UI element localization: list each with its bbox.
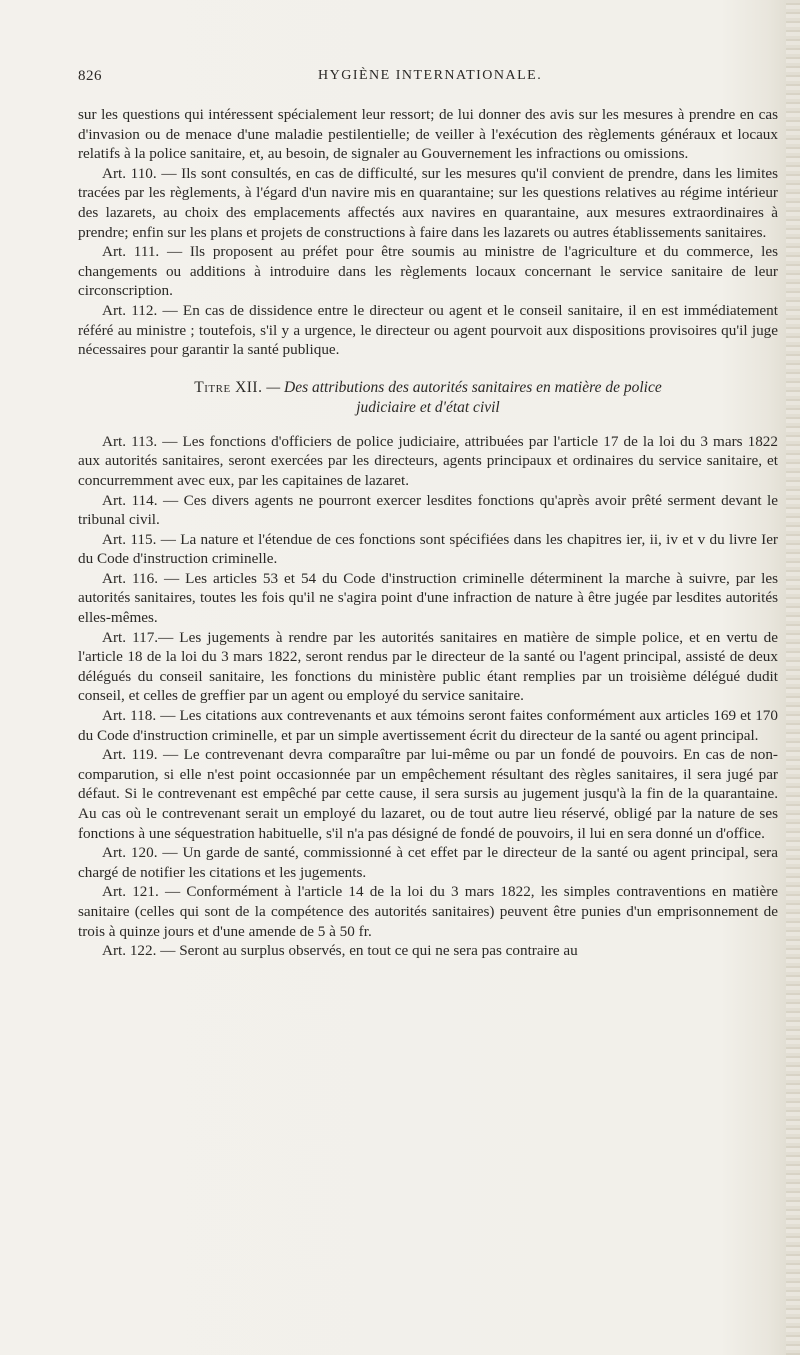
page-header — [78, 68, 778, 92]
body-text — [78, 105, 778, 961]
article-112: Art. 112. — En cas de dissidence entre le directeur ou agent et le conseil sanitaire, il en est immédiatement référé au ministre ; toutefois, s'il y a urgence, le directeur ou agent pourvoit aux dispositions provisoires qu'il juge nécessaires pour garantir la santé publique. — [78, 301, 778, 359]
article-111: Art. 111. — Ils proposent au préfet pour être soumis au ministre de l'agriculture et du commerce, les changements ou additions à introduire dans les règlements locaux concernant le service sanitaire de leur circonscription. — [78, 243, 778, 300]
article-115: Art. 115. — La nature et l'étendue de ces fonctions sont spécifiées dans les chapitres ier, ii, iv et v du livre Ier du Code d'instruction criminelle. — [78, 530, 778, 568]
title-label: Titre XII. — [194, 378, 263, 396]
article-122: Art. 122. — Seront au surplus observés, en tout ce qui ne sera pas contraire au — [102, 942, 578, 960]
title-text-line1: — Des attributions des autorités sanitaires en matière de police — [266, 378, 662, 396]
article-113: Art. 113. — Les fonctions d'officiers de police judiciaire, attribuées par l'article 17 de la loi du 3 mars 1822 aux autorités sanitaires, seront exercées par les directeurs, agents principaux et ordinaires du service sanitaire, et concurremment avec eux, par les capitaines de lazaret. — [78, 432, 778, 489]
running-title: HYGIÈNE INTERNATIONALE. — [318, 68, 543, 83]
article-118: Art. 118. — Les citations aux contrevenants et aux témoins seront faites conformément aux articles 169 et 170 du Code d'instruction criminelle, et par un simple avertissement écrit du directeur de la santé ou agent principal. — [78, 707, 778, 744]
article-110: Art. 110. — Ils sont consultés, en cas de difficulté, sur les mesures qu'il convient de prendre, dans les limites tracées par les règlements, à l'égard d'un navire mis en quarantaine; sur les questions relatives au régime intérieur des lazarets, au choix des emplacements affectés aux navires en quarantaine, aux mesures extraordinaires à prendre; enfin sur les plans et projets de constructions à faire dans les lazarets ou autres établissements sanitaires. — [78, 164, 778, 241]
article-114: Art. 114. — Ces divers agents ne pourront exercer lesdites fonctions qu'après avoir prêté serment devant le tribunal civil. — [78, 491, 778, 529]
article-121: Art. 121. — Conformément à l'article 14 de la loi du 3 mars 1822, les simples contraventions en matière sanitaire (celles qui sont de la compétence des autorités sanitaires) peuvent être punies d'un emprisonnement de trois à quinze jours et d'une amende de 5 à 50 fr. — [78, 883, 778, 940]
article-120: Art. 120. — Un garde de santé, commissionné à cet effet par le directeur de la santé ou agent principal, sera chargé de notifier les citations et les jugements. — [78, 844, 778, 881]
article-119: Art. 119. — Le contrevenant devra comparaître par lui-même ou par un fondé de pouvoirs. En cas de non-comparution, si elle n'est point occasionnée par un empêchement résultant des règles sanitaires, il sera jugé par défaut. Si le contrevenant est empêché par cette cause, il sera sursis au jugement jusqu'à la fin de la quarantaine. Au cas où le contrevenant serait un employé du lazaret, ou de tout autre lieu réservé, obligé par la nature de ses fonctions à une séquestration habituelle, s'il n'a pas désigné de fondé de pouvoirs, il lui en sera donné un d'office. — [78, 746, 778, 842]
article-116: Art. 116. — Les articles 53 et 54 du Code d'instruction criminelle déterminent la marche à suivre, par les autorités sanitaires, toutes les fois qu'il ne s'agira point d'une infraction de nature à être jugée par lesdites autorités elles-mêmes. — [78, 569, 778, 627]
page-edge — [786, 0, 800, 1355]
paragraph: sur les questions qui intéressent spécialement leur ressort; de lui donner des avis sur les mesures à prendre en cas d'invasion ou de menace d'une maladie pestilentielle; de veiller à l'exécution des règlements généraux et locaux relatifs à la police sanitaire, et, au besoin, de signaler au Gouvernement les infractions ou omissions. — [78, 106, 778, 163]
title-text-line2: judiciaire et d'état civil — [356, 398, 500, 416]
page-number: 826 — [78, 68, 102, 84]
article-117: Art. 117.— Les jugements à rendre par les autorités sanitaires en matière de simple police, et en vertu de l'article 18 de la loi du 3 mars 1822, seront rendus par le directeur de la santé ou l'agent principal, assisté de deux délégués du conseil sanitaire, les fonctions du ministère public étant remplies par un troisième délégué dudit conseil, et celles de greffier par un agent ou employé du service sanitaire. — [78, 628, 778, 705]
section-title — [78, 378, 778, 418]
